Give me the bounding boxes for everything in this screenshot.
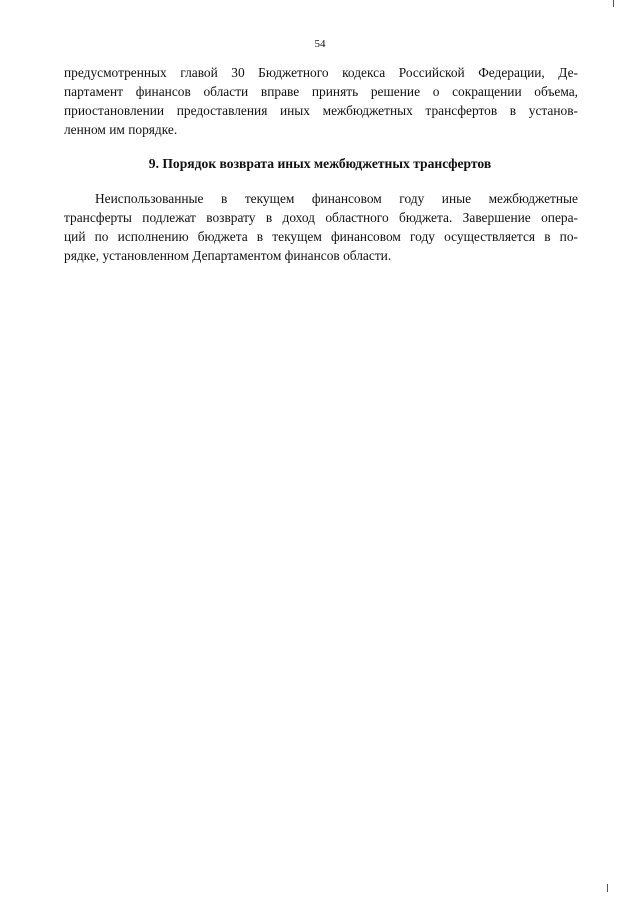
scan-mark-bottom <box>607 884 608 892</box>
paragraph-line: Неиспользованные в текущем финансовом году иные межбюджетные <box>95 191 578 206</box>
paragraph-line: рядке, установленном Департаментом финансов области. <box>64 248 392 263</box>
page-number: 54 <box>314 38 326 50</box>
scan-mark-top <box>613 0 614 7</box>
paragraph-line: приостановлении предоставления иных межбюджетных трансфертов в установ- <box>64 103 578 118</box>
paragraph-line: ций по исполнению бюджета в текущем финансовом году осуществляется в по- <box>64 229 578 244</box>
paragraph-line: партамент финансов области вправе принять решение о сокращении объема, <box>64 84 578 99</box>
paragraph-line: ленном им порядке. <box>64 122 178 137</box>
paragraph-line: трансферты подлежат возврату в доход областного бюджета. Завершение опера- <box>64 210 578 225</box>
section-heading: 9. Порядок возврата иных межбюджетных трансфертов <box>148 156 492 171</box>
paragraph-line: предусмотренных главой 30 Бюджетного кодекса Российской Федерации, Де- <box>64 65 578 80</box>
